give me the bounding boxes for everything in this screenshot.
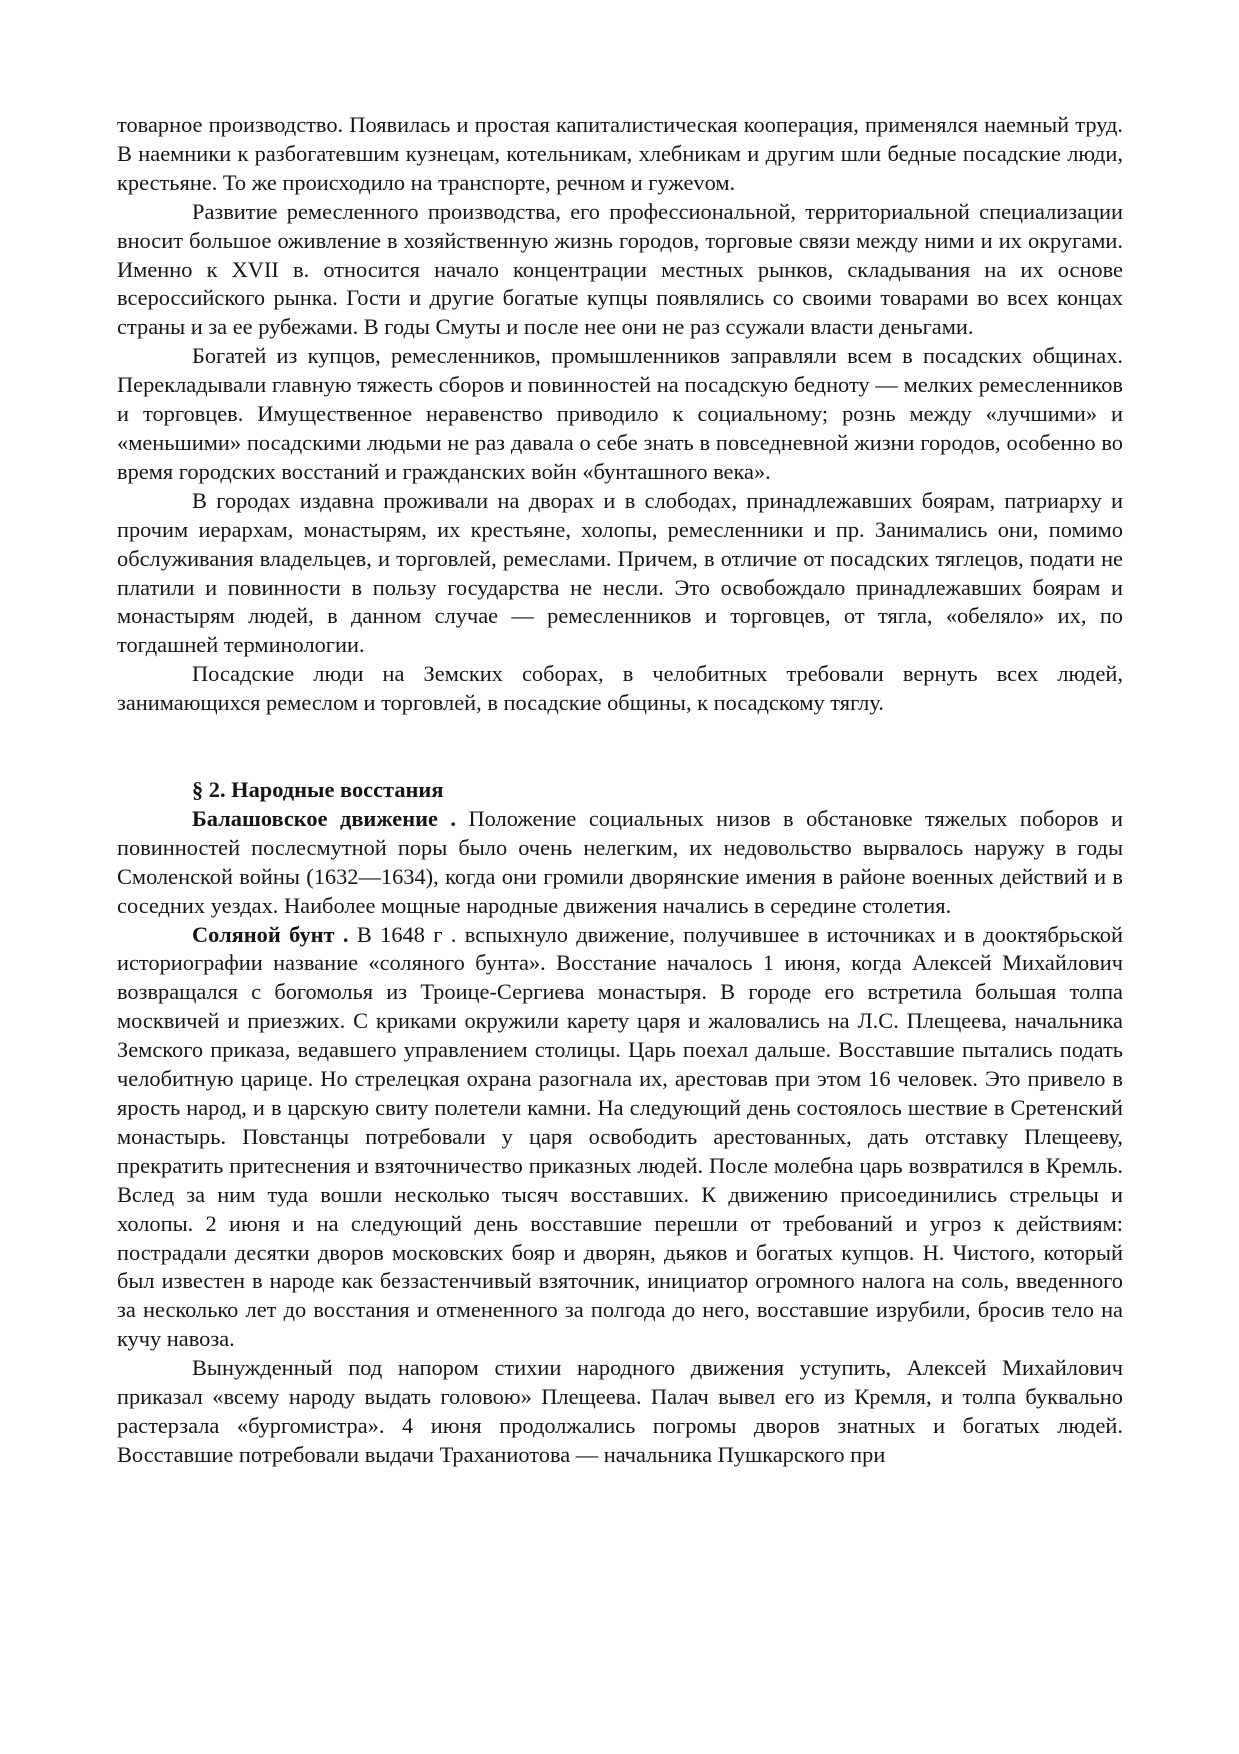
balashov-title: Балашовское движение . (192, 805, 456, 831)
paragraph-settlements: В городах издавна проживали на дворах и в слободах, принадлежавших боярам, патриарху и прочим иерархам, монастырям, их крестьяне, холопы, ремесленники и пр. Занимались они, помимо обслуживания владельцев, и торговлей, ремеслами. Причем, в отличие от посадских тяглецов, подати не платили и повинности в пользу государства не несли. Это освобождало принадлежавших боярам и монастырям людей, в данном случае — ремесленников и торговцев, от тягла, «обеляло» их, по тогдашней терминологии. (117, 487, 1123, 658)
paragraph-salt-riot (117, 921, 1123, 1355)
salt-riot-text: В 1648 г . вспыхнуло движение, получившее в источниках и в дооктябрьской историографии название «соляного бунта». Восстание началось 1 июня, когда Алексей Михайлович возвращался с богомолья из Троице-Сергиева монастыря. В городе его встретила большая толпа москвичей и приезжих. С криками окружили карету царя и жаловались на Л.С. Плещеева, начальника Земского приказа, ведавшего управлением столицы. Царь поехал дальше. Восставшие пытались подать челобитную царице. Но стрелецкая охрана разогнала их, арестовав при этом 16 человек. Это привело в ярость народ, и в царскую свиту полетели камни. На следующий день состоялось шествие в Сретенский монастырь. Повстанцы потребовали у царя освободить арестованных, дать отставку Плещееву, прекратить притеснения и взяточничество приказных людей. После молебна царь возвратился в Кремль. Вслед за ним туда вошли несколько тысяч восставших. К движению присоединились стрельцы и холопы. 2 июня и на следующий день восставшие перешли от требований и угроз к действиям: пострадали десятки дворов московских бояр и дворян, дьяков и богатых купцов. Н. Чистого, который был известен в народе как беззастенчивый взяточник, инициатор огромного налога на соль, введенного за несколько лет до восстания и отмененного за полгода до него, восставшие изрубили, бросив тело на кучу навоза. (117, 921, 1123, 1352)
document-page (117, 111, 1123, 1470)
paragraph-pleshcheev-fate: Вынужденный под напором стихии народного движения уступить, Алексей Михайлович приказал «всему народу выдать головою» Плещеева. Палач вывел его из Кремля, и толпа буквально растерзала «бургомистра». 4 июня продолжались погромы дворов знатных и богатых людей. Восставшие потребовали выдачи Траханиотова — начальника Пушкарского при (117, 1355, 1123, 1467)
section-heading: § 2. Народные восстания (192, 777, 444, 803)
paragraph-zemsky-sobor: Посадские люди на Земских соборах, в челобитных требовали вернуть всех людей, занимающихся ремеслом и торговлей, в посадские общины, к посадскому тяглу. (117, 661, 1123, 716)
salt-riot-title: Соляной бунт . (192, 921, 349, 947)
paragraph-crafts-development: Развитие ремесленного производства, его профессиональной, территориальной специализации вносит большое оживление в хозяйственную жизнь городов, торговые связи между ними и их округами. Именно к XVII в. относится начало концентрации местных рынков, складывания на их основе всероссийского рынка. Гости и другие богатые купцы появлялись со своими товарами во всех концах страны и за ее рубежами. В годы Смуты и после нее они не раз ссужали власти деньгами. (117, 198, 1123, 340)
paragraph-merchants: Богатей из купцов, ремесленников, промышленников заправляли всем в посадских общинах. Перекладывали главную тяжесть сборов и повинностей на посадскую бедноту — мелких ремесленников и торговцев. Имущественное неравенство приводило к социальному; рознь между «лучшими» и «меньшими» посадскими людьми не раз давала о себе знать в повседневной жизни городов, особенно во время городских восстаний и гражданских войн «бунташного века». (117, 343, 1123, 484)
paragraph-production: товарное производство. Появилась и простая капиталистическая кооперация, применялся наемный труд. В наемники к разбогатевшим кузнецам, котельникам, хлебникам и другим шли бедные посадские люди, крестьяне. То же происходило на транспорте, речном и гужеvом. (117, 112, 1123, 195)
paragraph-balashov (117, 805, 1123, 921)
balashov-text: Положение социальных низов в обстановке тяжелых поборов и повинностей послесмутной поры было очень нелегким, их недовольство вырвалось наружу в годы Смоленской войны (1632—1634), когда они громили дворянские имения в районе военных действий и в соседних уездах. Наиболее мощные народные движения начались в середине столетия. (117, 805, 1124, 918)
section-spacer (117, 718, 1123, 776)
